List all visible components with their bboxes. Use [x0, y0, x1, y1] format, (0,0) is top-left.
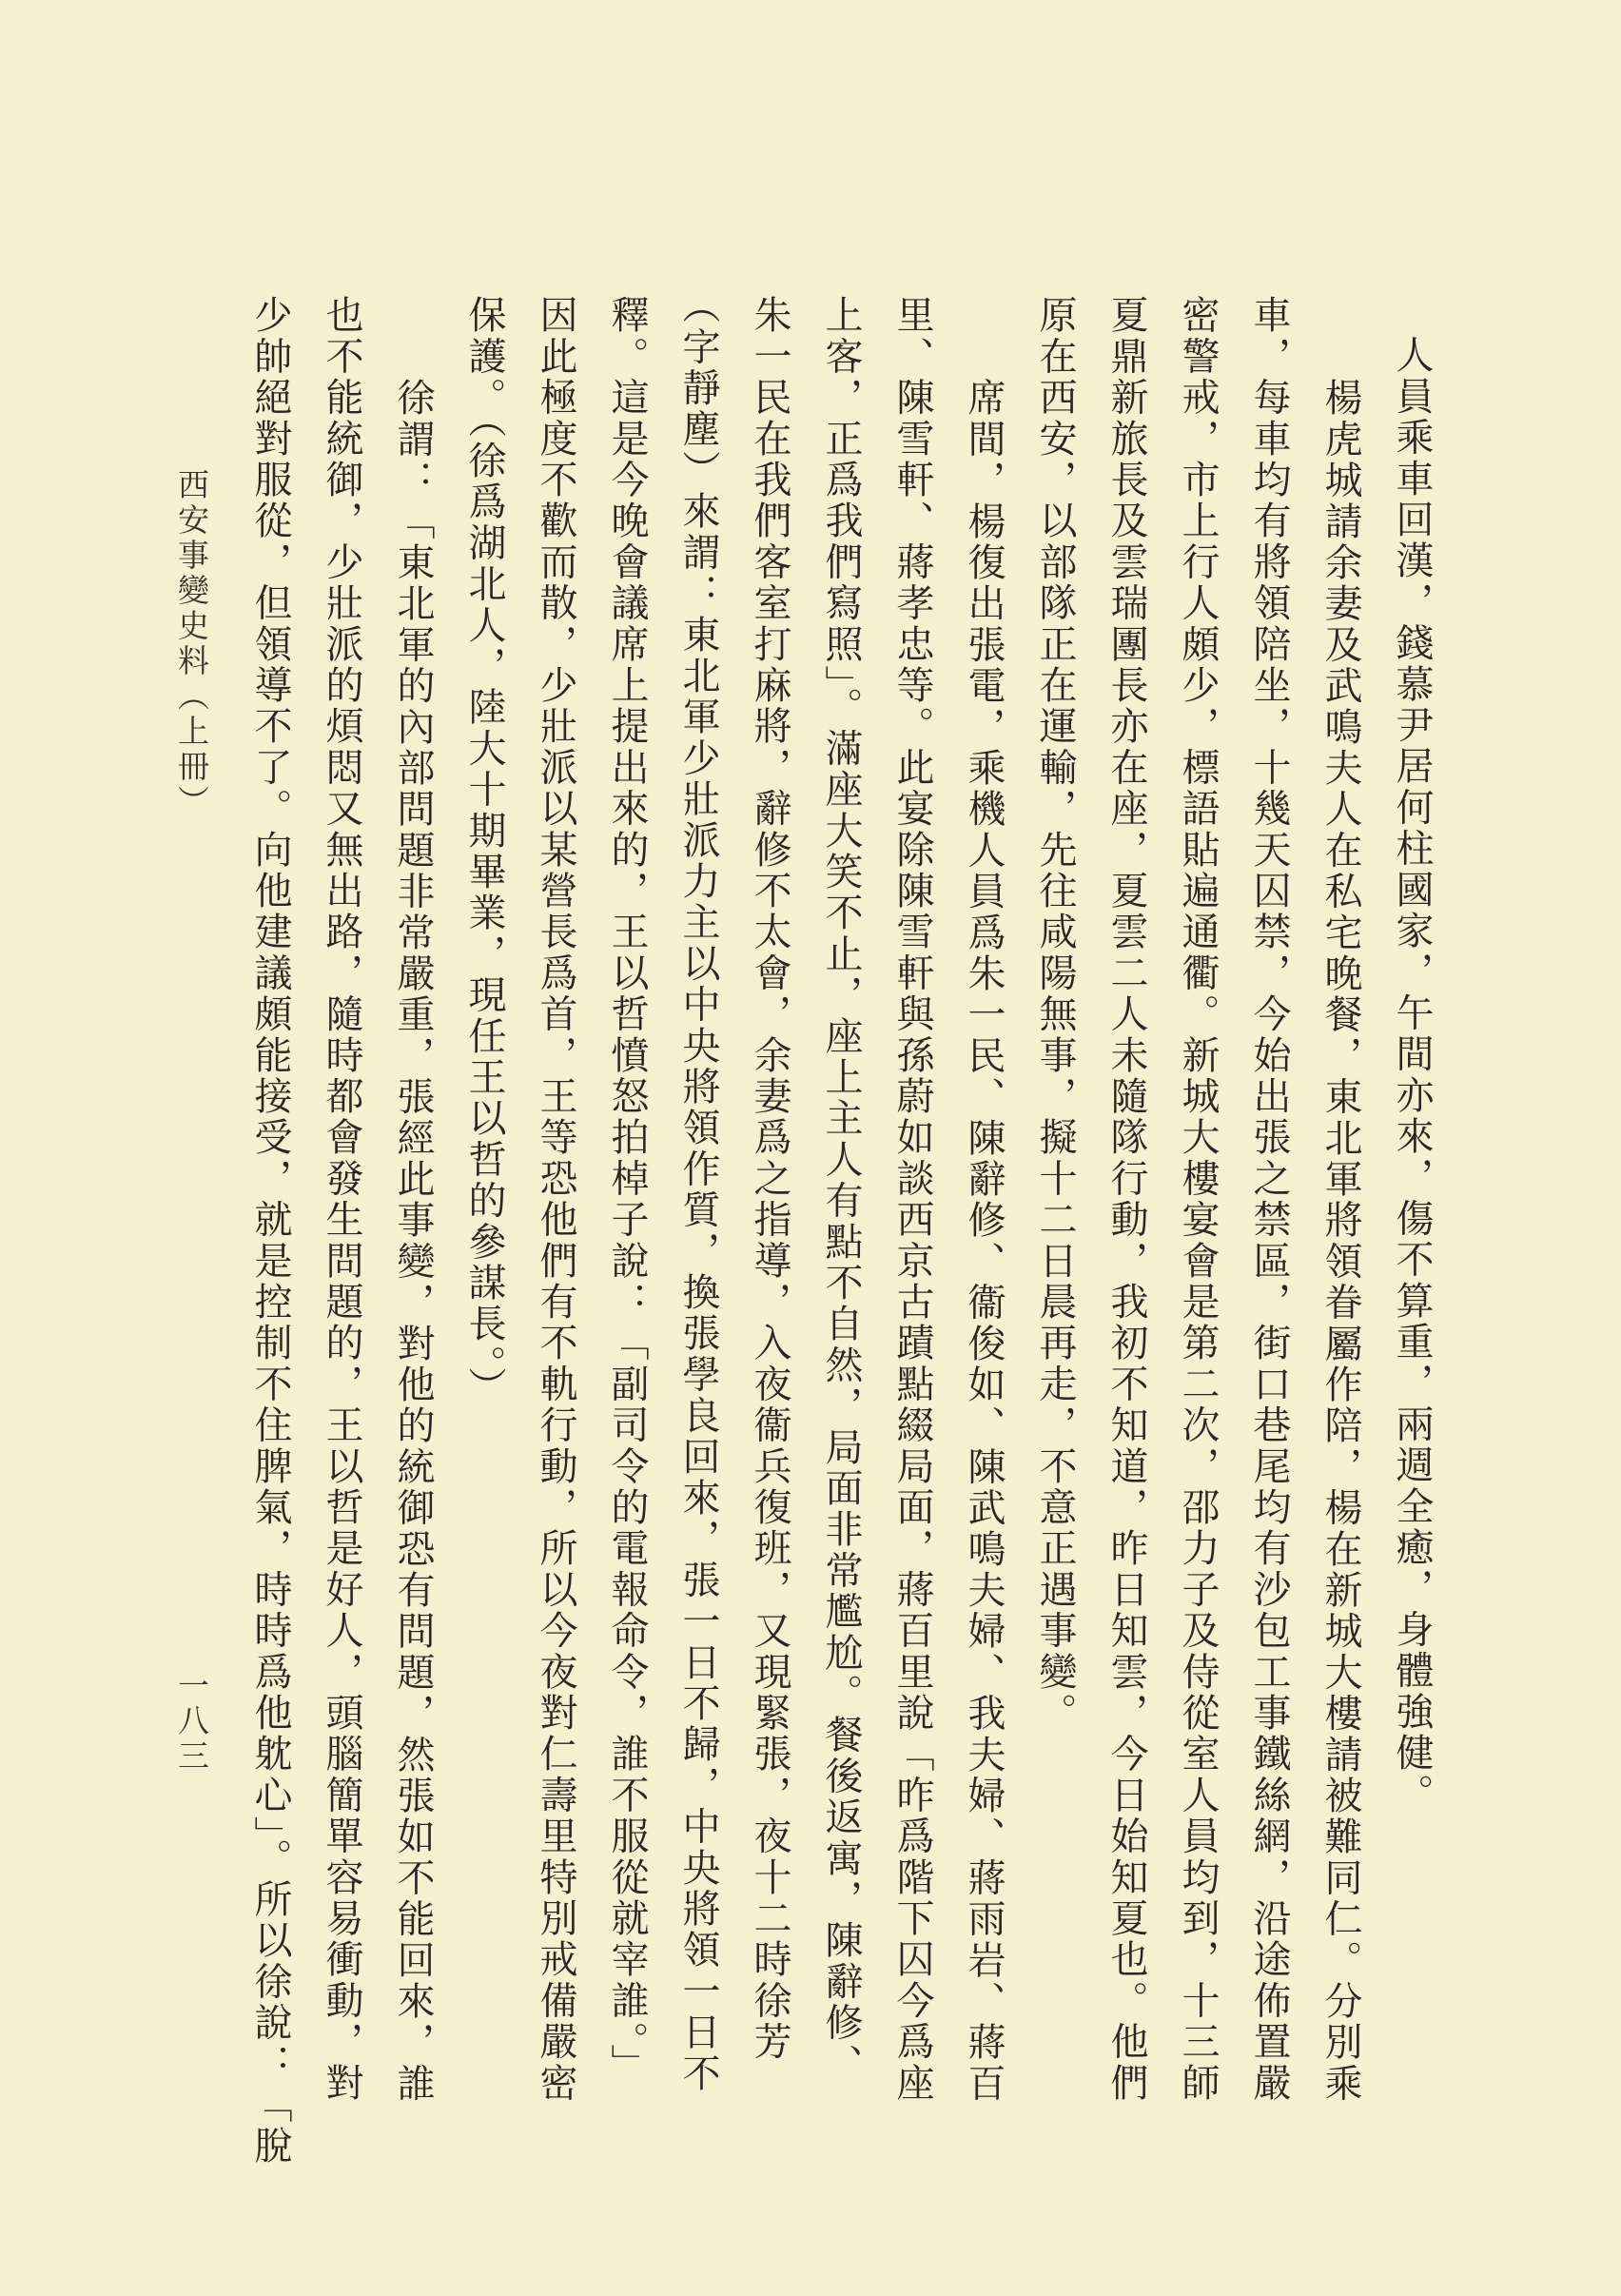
text-column: 因此極度不歡而散，少壯派以某營長爲首，王等恐他們有不軌行動，所以今夜對仁壽里特別戒備嚴密 — [534, 295, 577, 2104]
running-footer-book-title: 西安事變史料（上冊） — [173, 468, 210, 820]
text-column: （字靜塵）來謂：東北軍少壯派力主以中央將領作質，換張學良回來，張一日不歸，中央將領一日不 — [676, 285, 720, 2094]
text-column: 里、陳雪軒、蔣孝忠等。此宴除陳雪軒與孫蔚如談西京古蹟點綴局面，蔣百里說「昨爲階下囚今爲座 — [890, 295, 934, 2104]
text-column: 徐謂：「東北軍的內部問題非常嚴重，張經此事變，對他的統御恐有問題，然張如不能回來，誰 — [391, 378, 435, 2105]
text-column: 釋。這是今晚會議席上提出來的，王以哲憤怒拍棹子說：「副司令的電報命令，誰不服從就宰誰。」 — [605, 295, 649, 2085]
text-column: 上客，正爲我們寫照」。滿座大笑不止，座上主人有點不自然，局面非常尷尬。餐後返寓，陳辭修、 — [819, 295, 863, 2085]
text-column: 也不能統御，少壯派的煩悶又無出路，隨時都會發生問題的，王以哲是好人，頭腦簡單容易衝動，對 — [320, 295, 363, 2104]
text-column: 夏鼎新旅長及雲瑞團長亦在座，夏雲二人未隨隊行動，我初不知道，昨日知雲，今日始知夏也。他們 — [1104, 295, 1148, 2104]
page-number: 一八三 — [173, 1669, 210, 1775]
text-column: 車，每車均有將領陪坐，十幾天囚禁，今始出張之禁區，街口巷尾均有沙包工事鐵絲網，沿途佈置嚴 — [1247, 295, 1291, 2104]
text-column: 席間，楊復出張電，乘機人員爲朱一民、陳辭修、衞俊如、陳武鳴夫婦、我夫婦、蔣雨岩、蔣百 — [962, 378, 1006, 2105]
text-column: 少帥絕對服從，但領導不了。向他建議頗能接受，就是控制不住脾氣，時時爲他躭心」。所以徐說：「脫 — [248, 295, 292, 2168]
text-column: 楊虎城請余妻及武鳴夫人在私宅晚餐，東北軍將領眷屬作陪，楊在新城大樓請被難同仁。分別乘 — [1318, 378, 1362, 2105]
text-column: 人員乘車回漢，錢慕尹居何柱國家，午間亦來，傷不算重，兩週全癒，身體強健。 — [1390, 335, 1434, 1815]
text-column: 朱一民在我們客室打麻將，辭修不太會，余妻爲之指導，入夜衞兵復班，又現緊張，夜十二時徐芳 — [748, 295, 791, 2063]
text-column: 原在西安，以部隊正在運輸，先往咸陽無事，擬十二日晨再走，不意正遇事變。 — [1033, 295, 1077, 1734]
text-column: 保護。（徐爲湖北人，陸大十期畢業，現任王以哲的參謀長。） — [462, 295, 506, 1408]
text-column: 密警戒，市上行人頗少，標語貼遍通衢。新城大樓宴會是第二次，邵力子及侍從室人員均到，十三師 — [1176, 295, 1220, 2104]
